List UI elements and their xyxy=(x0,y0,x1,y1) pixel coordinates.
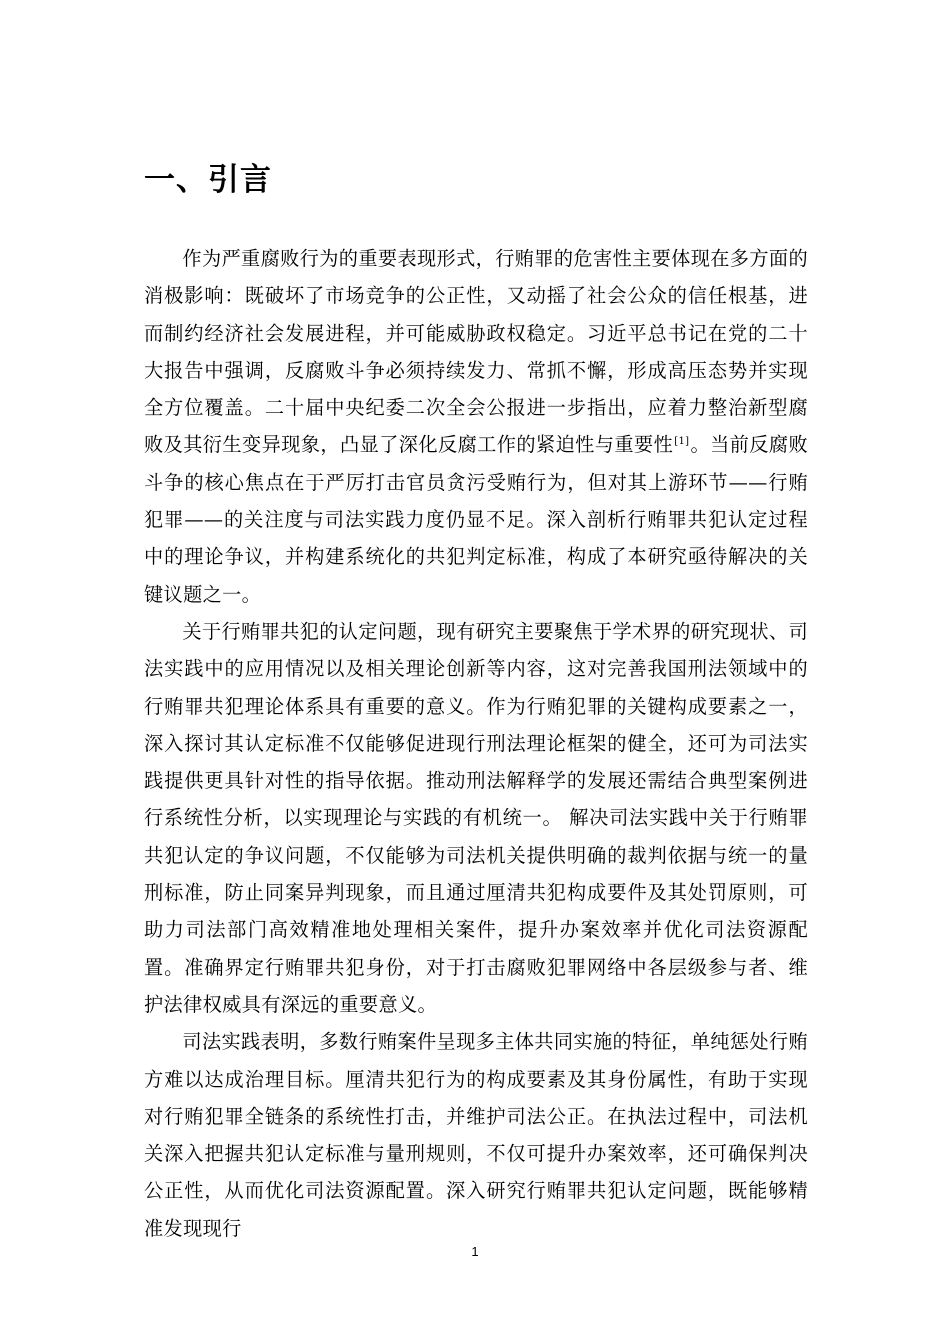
page-number: 1 xyxy=(471,1244,479,1259)
paragraph-1-text-continued: 。当前反腐败斗争的核心焦点在于严厉打击官员贪污受贿行为，但对其上游环节——行贿犯罪——的关注度与司法实践力度仍显不足。深入剖析行贿罪共犯认定过程中的理论争议，并构建系统化的共犯判定标准，构成了本研究亟待解决的关键议题之一。 xyxy=(144,433,809,606)
section-heading: 一、引言 xyxy=(144,162,272,198)
paragraph-3: 司法实践表明，多数行贿案件呈现多主体共同实施的特征，单纯惩处行贿方难以达成治理目标。厘清共犯行为的构成要素及其身份属性，有助于实现对行贿犯罪全链条的系统性打击，并维护司法公正。在执法过程中，司法机关深入把握共犯认定标准与量刑规则，不仅可提升办案效率，还可确保判决公正性，从而优化司法资源配置。深入研究行贿罪共犯认定问题，既能够精准发现现行 xyxy=(144,1030,808,1240)
body-text xyxy=(144,240,808,1247)
citation-marker: [1] xyxy=(674,436,690,448)
paragraph-2: 关于行贿罪共犯的认定问题，现有研究主要聚焦于学术界的研究现状、司法实践中的应用情况以及相关理论创新等内容，这对完善我国刑法领域中的行贿罪共犯理论体系具有重要的意义。作为行贿犯罪的关键构成要素之一，深入探讨其认定标准不仅能够促进现行刑法理论框架的健全，还可为司法实践提供更具针对性的指导依据。推动刑法解释学的发展还需结合典型案例进行系统性分析，以实现理论与实践的有机统一。 解决司法实践中关于行贿罪共犯认定的争议问题，不仅能够为司法机关提供明确的裁判依据与统一的量刑标准，防止同案异判现象，而且通过厘清共犯构成要件及其处罚原则，可助力司法部门高效精准地处理相关案件，提升办案效率并优化司法资源配置。准确界定行贿罪共犯身份，对于打击腐败犯罪网络中各层级参与者、维护法律权威具有深远的重要意义。 xyxy=(144,619,808,1016)
paragraph-1 xyxy=(144,240,808,613)
paragraph-1-text: 作为严重腐败行为的重要表现形式，行贿罪的危害性主要体现在多方面的消极影响：既破坏了市场竞争的公正性，又动摇了社会公众的信任根基，进而制约经济社会发展进程，并可能威胁政权稳定。习近平总书记在党的二十大报告中强调，反腐败斗争必须持续发力、常抓不懈，形成高压态势并实现全方位覆盖。二十届中央纪委二次全会公报进一步指出，应着力整治新型腐败及其衍生变异现象，凸显了深化反腐工作的紧迫性与重要性 xyxy=(144,247,808,457)
